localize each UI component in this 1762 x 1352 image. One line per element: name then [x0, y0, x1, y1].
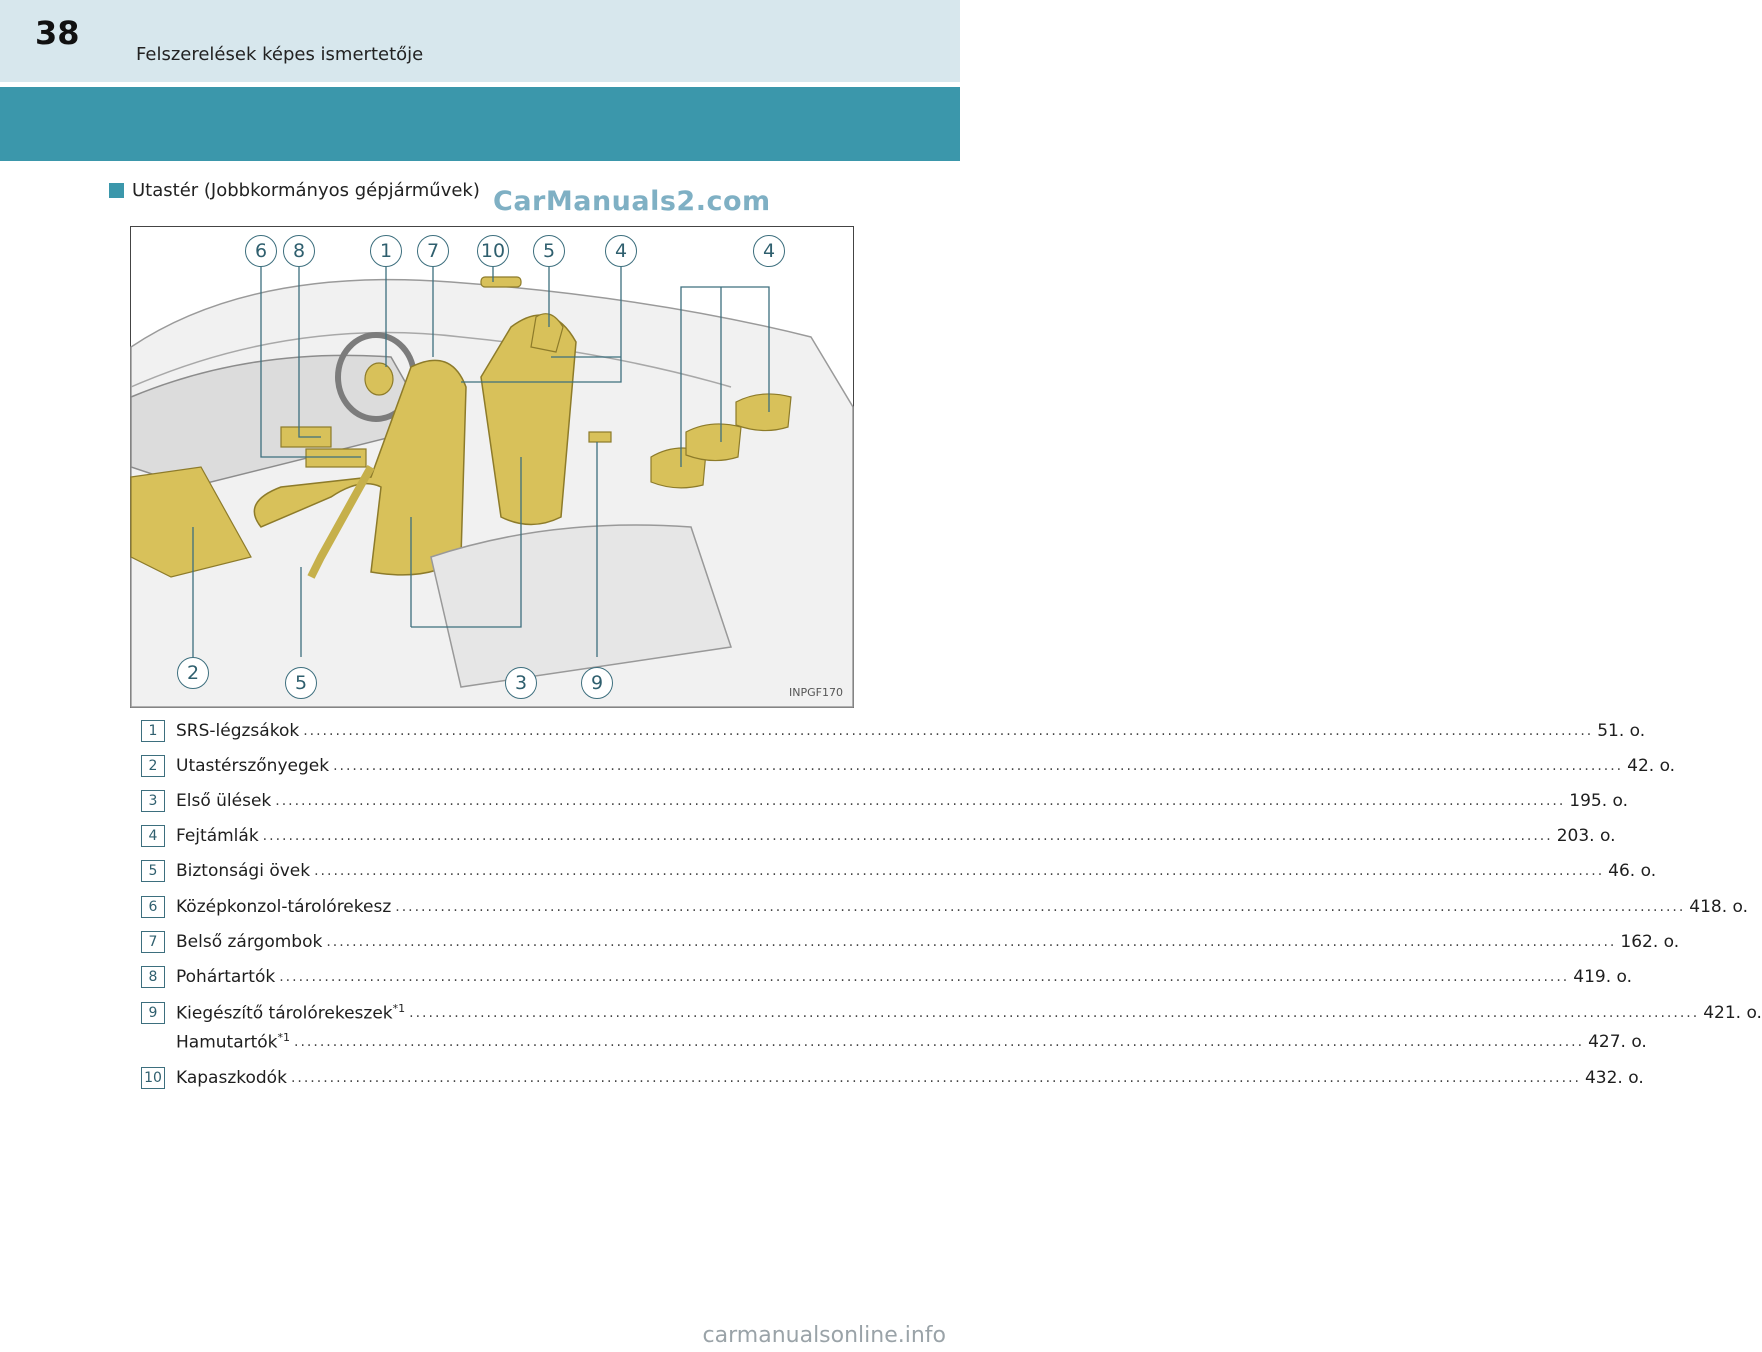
legend-item-number: 3	[141, 790, 165, 812]
leader-dots: ........................................................................................................................................................................................................	[294, 1034, 1585, 1050]
watermark-top: CarManuals2.com	[493, 186, 771, 217]
leader-dots: ........................................................................................................................................................................................................	[275, 793, 1566, 809]
legend-item-number: 9	[141, 1002, 165, 1024]
legend-item-label	[176, 826, 259, 846]
footnote-marker: *1	[277, 1031, 291, 1045]
legend-item-number: 7	[141, 931, 165, 953]
legend-item-page-ref: 46. o.	[1608, 861, 1657, 881]
legend-item-label	[176, 756, 329, 776]
callout-badge: 5	[285, 667, 317, 699]
legend-item	[141, 963, 1633, 991]
rear-headrest-3-highlight	[736, 394, 791, 431]
leader-dots: ........................................................................................................................................................................................................	[279, 969, 1570, 985]
legend-item-number: 10	[141, 1067, 165, 1089]
legend-item	[141, 857, 1657, 885]
leader-dots: ........................................................................................................................................................................................................	[303, 723, 1594, 739]
grab-handle-highlight	[481, 277, 521, 287]
leader-dots: ........................................................................................................................................................................................................	[326, 934, 1617, 950]
legend-item-label	[176, 721, 299, 741]
legend-item-number: 8	[141, 966, 165, 988]
airbag-highlight	[365, 363, 393, 395]
callout-badge: 2	[177, 657, 209, 689]
legend-item	[141, 787, 1629, 815]
subsection-heading	[109, 180, 480, 201]
legend-item-label	[176, 932, 322, 952]
legend-item-page-ref: 419. o.	[1573, 967, 1633, 987]
legend-item-page-ref: 418. o.	[1689, 897, 1749, 917]
car-interior-drawing	[131, 227, 853, 707]
callout-badge: 4	[753, 235, 785, 267]
cup-holder-highlight	[306, 449, 366, 467]
interior-illustration	[130, 226, 854, 708]
legend-item-number: 2	[141, 755, 165, 777]
leader-dots: ........................................................................................................................................................................................................	[314, 863, 1605, 879]
legend-item-text: Kiegészítő tárolórekeszek	[176, 1003, 393, 1024]
legend-item-text: Kapaszkodók	[176, 1068, 287, 1088]
callout-badge: 6	[245, 235, 277, 267]
callout-badge: 8	[283, 235, 315, 267]
legend-item-page-ref: 51. o.	[1597, 721, 1646, 741]
legend-item-number: 1	[141, 720, 165, 742]
legend-item	[141, 928, 1680, 956]
watermark-bottom: carmanualsonline.info	[702, 1323, 946, 1348]
callout-badge: 9	[581, 667, 613, 699]
legend-item	[141, 999, 1762, 1027]
legend-item-page-ref: 432. o.	[1584, 1068, 1644, 1088]
header-band	[0, 0, 960, 82]
legend-item-label	[176, 1031, 290, 1053]
leader-dots: ........................................................................................................................................................................................................	[262, 828, 1553, 844]
legend-item-text: Középkonzol-tárolórekesz	[176, 897, 392, 917]
door-pocket-highlight	[589, 432, 611, 442]
square-bullet-icon	[109, 183, 124, 198]
legend-item-page-ref: 427. o.	[1588, 1032, 1647, 1052]
legend-item-number: 5	[141, 860, 165, 882]
legend-item-text: Fejtámlák	[176, 826, 259, 846]
legend-item	[141, 893, 1749, 921]
legend-item	[141, 752, 1676, 780]
legend-item-label	[176, 1002, 405, 1024]
legend-item-page-ref: 162. o.	[1620, 932, 1680, 952]
figure-code: INPGF170	[789, 686, 843, 699]
legend-item-text: SRS-légzsákok	[176, 721, 300, 741]
legend-item-page-ref: 195. o.	[1569, 791, 1629, 811]
legend-item-number: 4	[141, 825, 165, 847]
legend-item-page-ref: 203. o.	[1556, 826, 1616, 846]
legend-item-text: Belső zárgombok	[176, 932, 323, 952]
legend-item-label	[176, 791, 271, 811]
legend-item-number: 6	[141, 896, 165, 918]
legend-item-text: Pohártartók	[176, 967, 276, 987]
callout-badge: 5	[533, 235, 565, 267]
subsection-title: Utastér (Jobbkormányos gépjárművek)	[132, 180, 480, 201]
legend-item	[141, 717, 1646, 745]
decorative-band	[0, 87, 960, 161]
legend-item-text: Hamutartók	[176, 1032, 278, 1053]
footnote-marker: *1	[392, 1002, 406, 1016]
rear-headrest-2-highlight	[686, 424, 741, 461]
legend-item-label	[176, 967, 275, 987]
legend-item-label	[176, 897, 391, 917]
legend-item	[141, 822, 1616, 850]
legend-item-text: Első ülések	[176, 791, 272, 811]
leader-dots: ........................................................................................................................................................................................................	[290, 1070, 1581, 1086]
legend-item	[141, 1028, 1647, 1056]
section-title: Felszerelések képes ismertetője	[136, 44, 424, 65]
legend-item-page-ref: 421. o.	[1703, 1003, 1762, 1023]
legend-item-label	[176, 1068, 287, 1088]
leader-dots: ........................................................................................................................................................................................................	[409, 1005, 1700, 1021]
callout-badge: 3	[505, 667, 537, 699]
callout-badge: 7	[417, 235, 449, 267]
legend-item-text: Biztonsági övek	[176, 861, 311, 881]
legend-item-page-ref: 42. o.	[1627, 756, 1676, 776]
callout-badge: 10	[477, 235, 509, 267]
callout-badge: 1	[370, 235, 402, 267]
legend-item	[141, 1064, 1644, 1092]
legend-item-label	[176, 861, 310, 881]
leader-dots: ........................................................................................................................................................................................................	[333, 758, 1624, 774]
callout-badge: 4	[605, 235, 637, 267]
page-number: 38	[35, 14, 80, 52]
legend-item-text: Utastérszőnyegek	[176, 756, 330, 776]
legend-item-number	[141, 1031, 165, 1053]
leader-dots: ........................................................................................................................................................................................................	[395, 899, 1686, 915]
